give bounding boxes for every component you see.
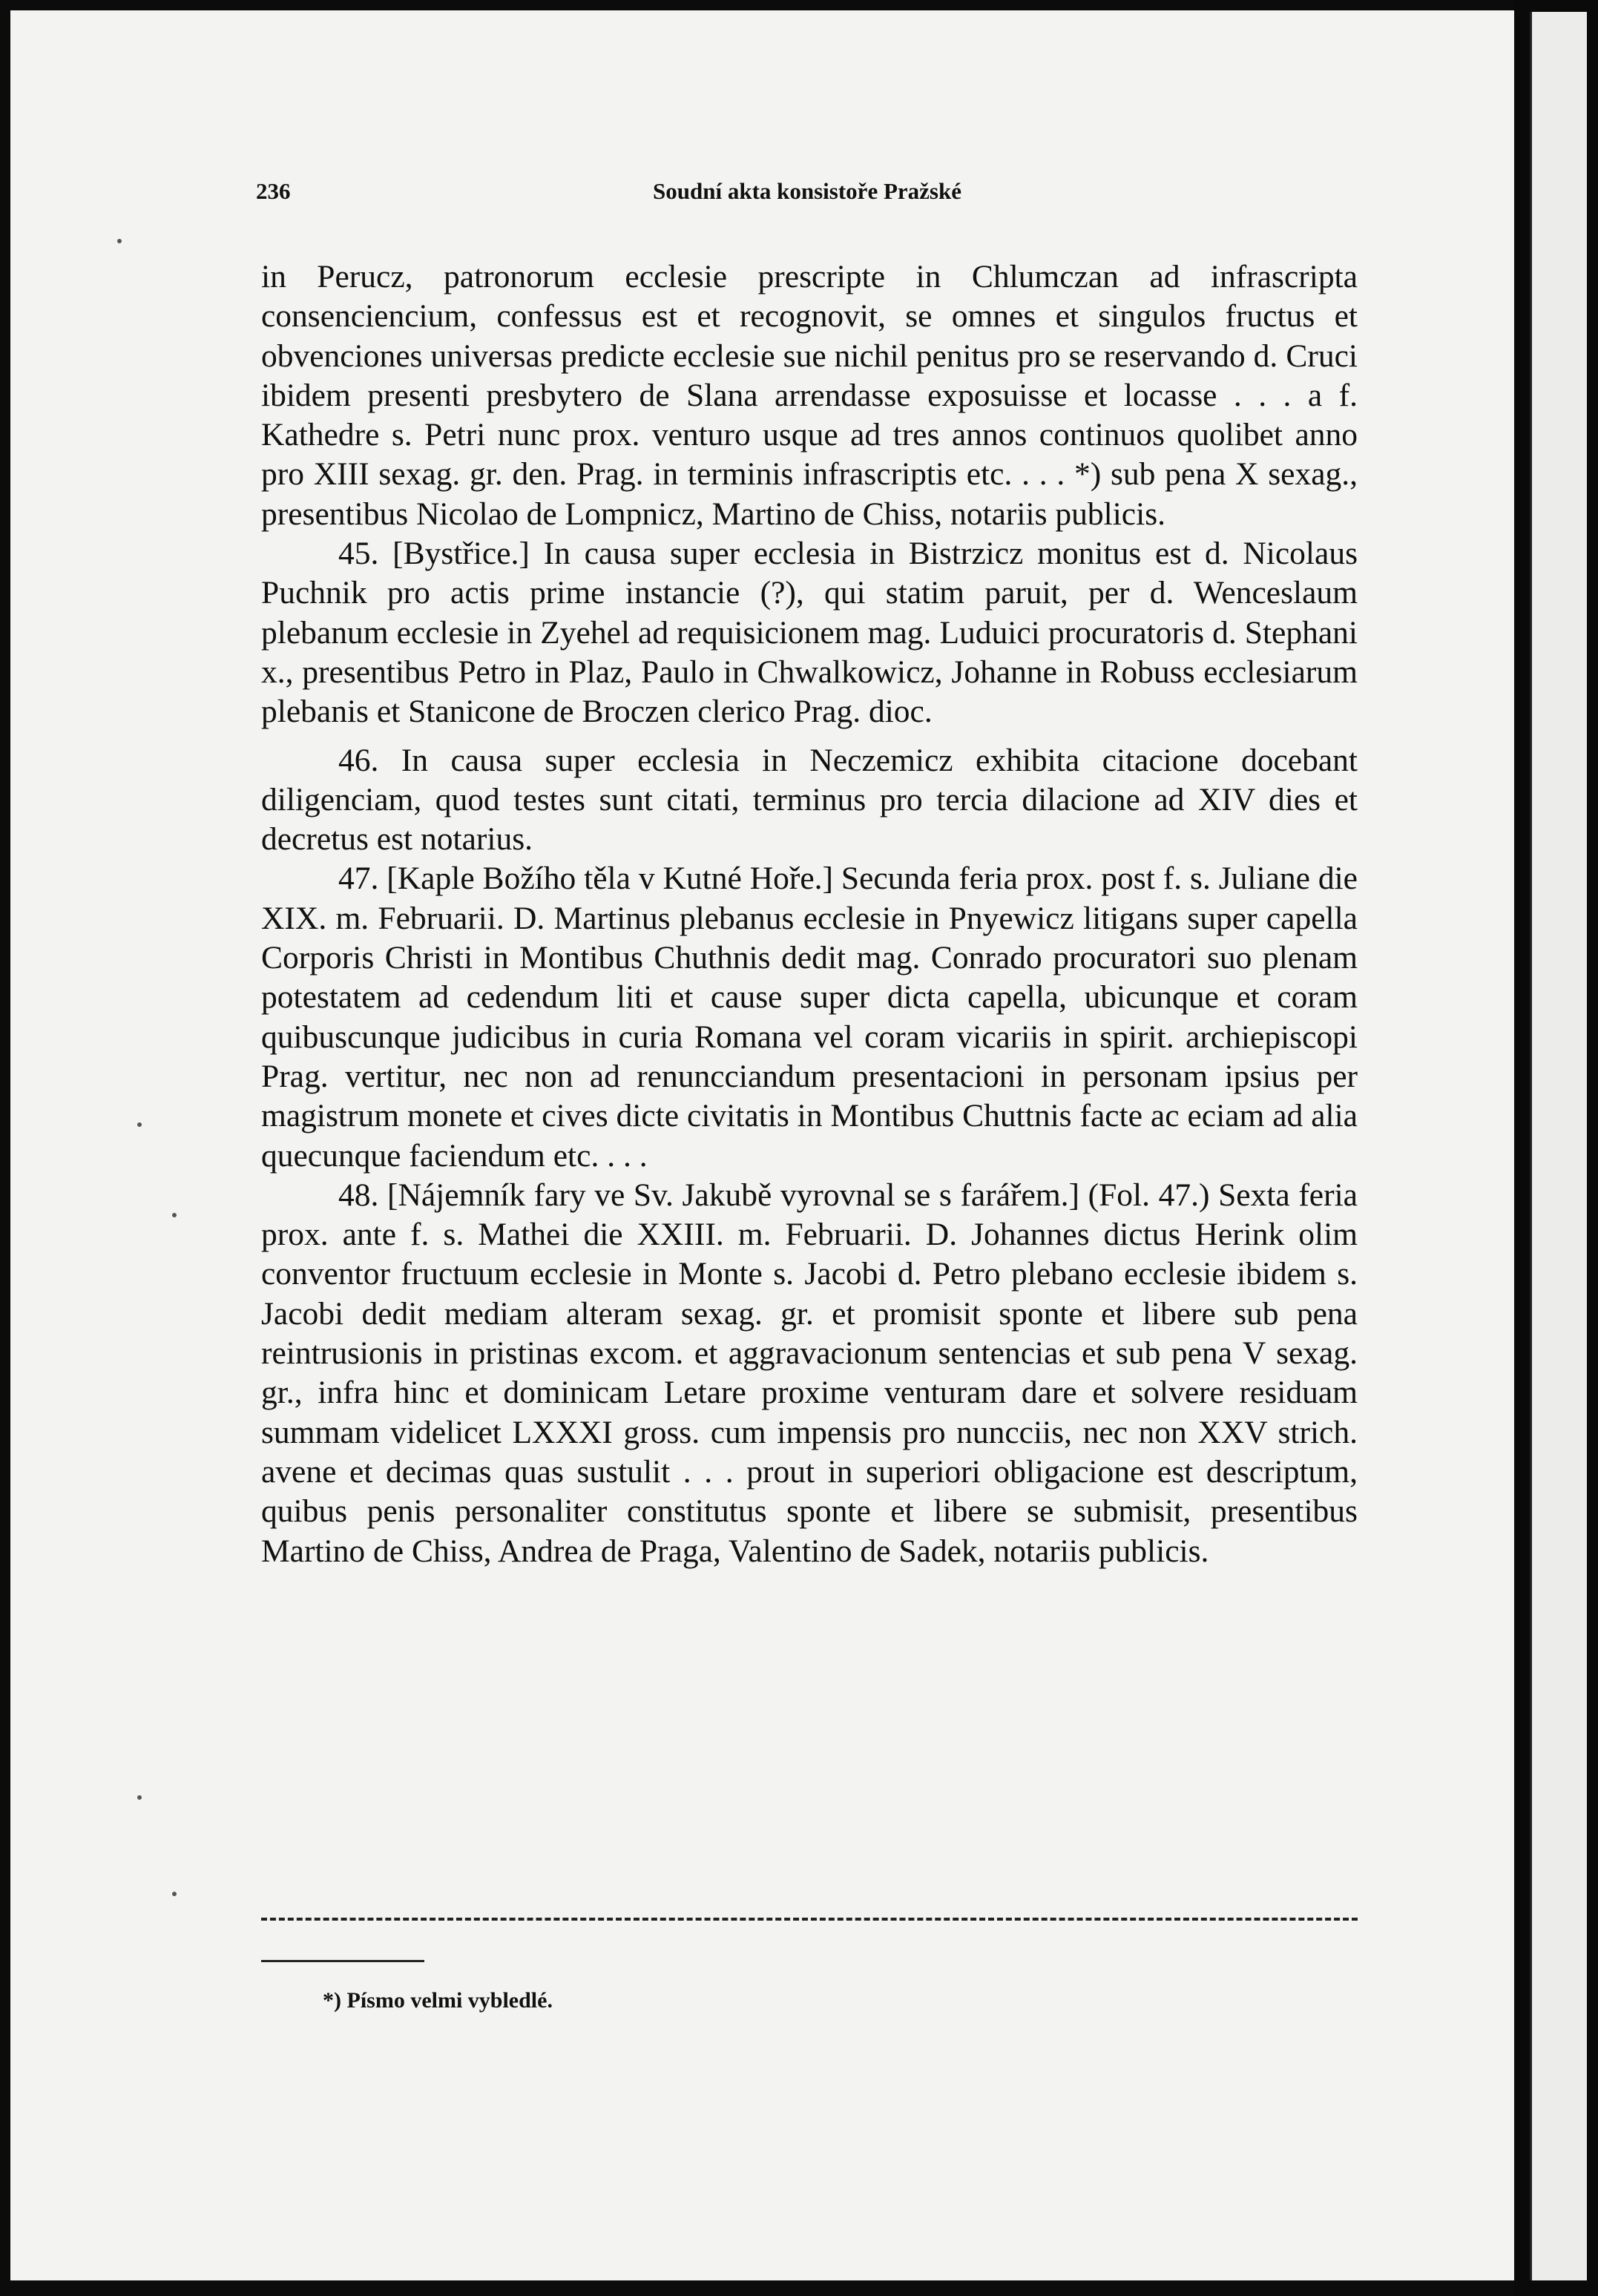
scan-speck bbox=[137, 1122, 142, 1127]
main-text bbox=[261, 257, 1358, 1571]
entry-48: 48. [Nájemník fary ve Sv. Jakubě vyrovnal se s farářem.] (Fol. 47.) Sexta feria prox. ante f. s. Mathei die XXIII. m. Februarii. D. Johannes dictus Herink olim conventor fructuum ecclesie in Monte s. Jacobi d. Petro plebano ecclesie ibidem s. Jacobi dedit mediam alteram sexag. gr. et promisit sponte et libere sub pena reintrusionis in pristinas excom. et aggravacionum sentencias et sub pena V sexag. gr., infra hinc et dominicam Letare proxime venturam dare et solvere residuam summam videlicet LXXXI gross. cum impensis pro nuncciis, nec non XXV strich. avene et decimas quas sustulit . . . prout in superiori obligacione est descriptum, quibus penis personaliter constitutus sponte et libere se submisit, presentibus Martino de Chiss, Andrea de Praga, Valentino de Sadek, notariis publicis. bbox=[261, 1177, 1358, 1569]
entry-45: 45. [Bystřice.] In causa super ecclesia in Bistrzicz monitus est d. Nicolaus Puchnik pro actis prime instancie (?), qui statim paruit, per d. Wenceslaum plebanum ecclesie in Zyehel ad requisicionem mag. Luduici procuratoris d. Stephani x., presentibus Petro in Plaz, Paulo in Chwalkowicz, Johanne in Robuss ecclesiarum plebanis et Stanicone de Broczen clerico Prag. dioc. bbox=[261, 536, 1358, 730]
running-head bbox=[256, 178, 1358, 211]
running-title: Soudní akta konsistoře Pražské bbox=[653, 178, 961, 204]
footnote-rule bbox=[261, 1960, 424, 1962]
footnote: *) Písmo velmi vybledlé. bbox=[323, 1988, 553, 2013]
page-number: 236 bbox=[256, 178, 291, 204]
scan-speck bbox=[172, 1213, 177, 1217]
adjacent-page-edge bbox=[1530, 12, 1587, 2280]
paragraph-continued: in Perucz, patronorum ecclesie prescripte in Chlumczan ad infrascripta consenciencium, confessus est et recognovit, se omnes et singulos fructus et obvenciones universas predicte ecclesie sue nichil penitus pro se reservando d. Cruci ibidem presenti presbytero de Slana arrendasse exposuisse et locasse . . . a f. Kathedre s. Petri nunc prox. venturo usque ad tres annos continuos quolibet anno pro XIII sexag. gr. den. Prag. in terminis infrascriptis etc. . . . *) sub pena X sexag., presentibus Nicolao de Lompnicz, Martino de Chiss, notariis publicis. bbox=[261, 259, 1358, 532]
scan-speck bbox=[117, 239, 122, 243]
entry-46: 46. In causa super ecclesia in Neczemicz exhibita citacione docebant diligenciam, quod testes sunt citati, terminus pro tercia dilacione ad XIV dies et decretus est notarius. bbox=[261, 742, 1358, 858]
dashed-separator bbox=[261, 1918, 1358, 1921]
scan-speck bbox=[172, 1892, 177, 1896]
entry-47: 47. [Kaple Božího těla v Kutné Hoře.] Secunda feria prox. post f. s. Juliane die XIX. m. Februarii. D. Martinus plebanus ecclesie in Pnyewicz litigans super capella Corporis Christi in Montibus Chuthnis dedit mag. Conrado procuratori suo plenam potestatem ad cedendum liti et cause super dicta capella, ubicunque et coram quibuscunque judicibus in curia Romana vel coram vicariis in spirit. archiepiscopi Prag. vertitur, nec non ad renuncciandum presentacioni in personam ipsius per magistrum monete et cives dicte civitatis in Montibus Chuttnis facte ac eciam ad alia quecunque faciendum etc. . . . bbox=[261, 861, 1358, 1174]
scan-speck bbox=[137, 1795, 142, 1800]
